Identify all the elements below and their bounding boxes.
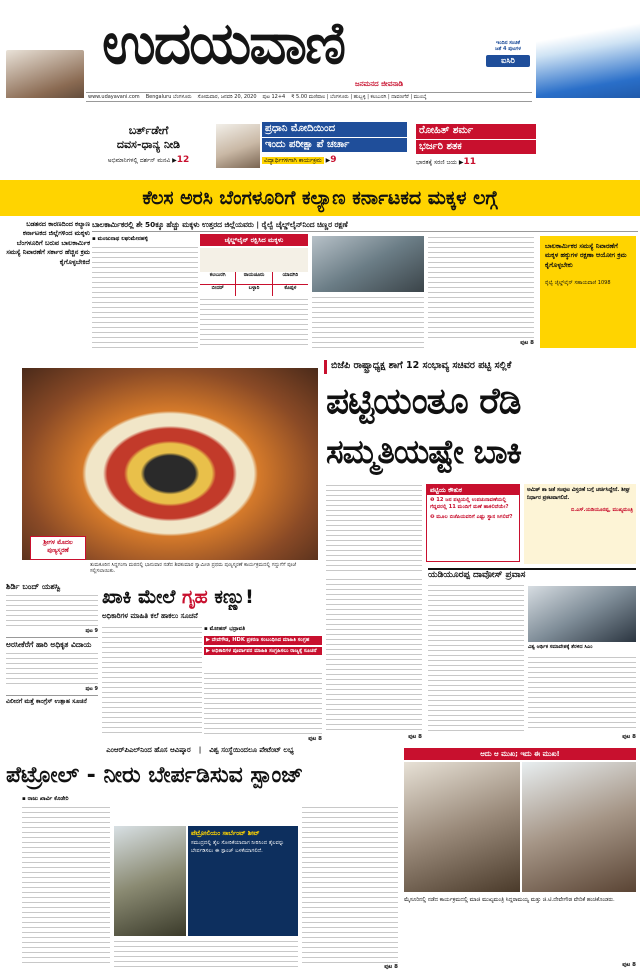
petrol-body-col2 bbox=[302, 806, 398, 966]
teaser-title-2: ದವಸ-ಧಾನ್ಯ ನೀಡಿ bbox=[116, 137, 181, 151]
page-count: ಪುಟ 12+4 bbox=[262, 93, 286, 100]
teaser-sub: ವಿದ್ಯಾರ್ಥಿಗಳಿಗಾಗಿ ಕಾರ್ಯಕ್ರಮ ▶9 bbox=[264, 155, 337, 165]
brief-title[interactable]: ಶಿರ್ಡಿ ಬಂದ್ ಯಶಸ್ವಿ bbox=[6, 582, 61, 591]
infobox-cell: ಬೀದರ್ bbox=[200, 285, 235, 297]
lead-body-col1 bbox=[92, 246, 198, 348]
lead-photo bbox=[312, 236, 424, 292]
quote-text: ಅಮಿತ್ ಶಾ ಜತೆ ಸಂಪುಟ ವಿಸ್ತರಣೆ ಬಗ್ಗೆ ಚರ್ಚಿಸಿದ್ದೇನೆ. ಶೀಘ್ರ ನಿರ್ಧಾರ ಪ್ರಕಟವಾಗಲಿದೆ. bbox=[527, 487, 630, 501]
teaser-page: 11 bbox=[463, 157, 477, 167]
main-kicker: ಬಿಜೆಪಿ ರಾಷ್ಟ್ರಾಧ್ಯಕ್ಷ ಶಾಗೆ 12 ಸಂಭಾವ್ಯ ಸಚಿವರ ಪಟ್ಟಿ ಸಲ್ಲಿಕೆ bbox=[324, 360, 638, 374]
teaser-title-1: ಬರ್ತ್‌ಡೇಗೆ bbox=[128, 124, 169, 137]
gallery-jump[interactable]: ಪುಟ 8 bbox=[622, 962, 636, 968]
infobox-cell: ಕೊಪ್ಪಳ bbox=[273, 285, 308, 297]
petrol-box-text: ಸಮುದ್ರದಲ್ಲಿ ತೈಲ ಸೋರಿಕೆಯಾದಾಗ ನೀರಿನಿಂದ ತೈಲವನ್ನು ಬೇರ್ಪಡಿಸಲು ಈ ಸ್ಪಾಂಜ್ ಬಳಕೆಯಾಗಲಿದೆ. bbox=[191, 840, 285, 854]
infobox-cell: ಬಳ್ಳಾರಿ bbox=[236, 285, 271, 297]
brief-title[interactable]: ವಿಲೀನಗೆ ಮತ್ತೆ ಕಾಂಗ್ರೆಸ್ ಉತ್ಸಾಹ ಸೂಚನೆ bbox=[6, 695, 98, 706]
teaser-sub-text: ಭಾರತಕ್ಕೆ ಸರಣಿ ಜಯ bbox=[416, 159, 457, 166]
main-quote bbox=[524, 484, 636, 564]
masthead-tagline: ಜನಮನದ ಜೀವನಾಡಿ bbox=[355, 80, 404, 88]
teaser-sub: ಅಭಿಮಾನಿಗಳಲ್ಲಿ ದರ್ಶನ್ ಮನವಿ ▶12 bbox=[107, 154, 190, 165]
teaser-title-2: ಭರ್ಜರಿ ಶತಕ bbox=[416, 140, 536, 155]
davos-body-2 bbox=[528, 656, 636, 730]
petrol-kicker bbox=[0, 746, 400, 758]
petrol-headline[interactable]: ಪೆಟ್ರೋಲ್ - ನೀರು ಬೇರ್ಪಡಿಸುವ ಸ್ಪಾಂಜ್ bbox=[6, 763, 304, 788]
darshan-photo bbox=[6, 50, 84, 98]
teaser-sub: ಭಾರತಕ್ಕೆ ಸರಣಿ ಜಯ ▶11 bbox=[416, 157, 477, 167]
main-body-col1 bbox=[326, 484, 422, 574]
lead-jump[interactable]: ಪುಟ 8 bbox=[520, 340, 534, 346]
infobox-cell: ರಾಯಚೂರು bbox=[236, 272, 271, 284]
teaser-bar bbox=[86, 104, 536, 176]
isiri-badge[interactable] bbox=[486, 40, 530, 82]
lead-banner[interactable]: ಕೆಲಸ ಅರಸಿ ಬೆಂಗಳೂರಿಗೆ ಕಲ್ಯಾಣ ಕರ್ನಾಟಕದ ಮಕ್ಕಳ ಲಗ್ಗೆ bbox=[0, 180, 640, 216]
main-photo bbox=[22, 368, 318, 560]
petrol-box-title: ಪೆಟ್ರೋಲಿಯಂ ಸಾರ್ಬೆಂಟ್ ಶೀಟ್ bbox=[191, 829, 260, 837]
photo-label-2: ಪುಣ್ಯಸ್ಮರಣೆ bbox=[47, 546, 69, 554]
gallery-photo-1 bbox=[404, 762, 520, 892]
brief-jump[interactable]: ಪುಟ 9 bbox=[85, 628, 98, 634]
dateline bbox=[86, 92, 532, 102]
badge-name: ಐಸಿರಿ bbox=[486, 55, 530, 67]
petrol-kicker-2: ವಿಶ್ವ ಸಂಸ್ಥೆಯಿಂದಲೂ ಪೇಟೆಂಟ್ ಲಭ್ಯ bbox=[209, 746, 294, 754]
main-box-item-text: 12 ಜನ ಪಟ್ಟಿಯಲ್ಲಿ ಉಪಚುನಾವಣೆಯಲ್ಲಿ ಗೆದ್ದವರಲ್ಲಿ 11 ಮಂದಿಗೆ ಮಣೆ ಹಾಕಲಿದೆಯೇ? bbox=[430, 497, 509, 510]
teaser-darshan[interactable] bbox=[86, 124, 211, 176]
infobox-map bbox=[200, 248, 308, 272]
davos-photo bbox=[528, 586, 636, 642]
davos-caption: ವಿಶ್ವ ಆರ್ಥಿಕ ಸಮಾವೇಶಕ್ಕೆ ತೆರಳಿದ ಸಿಎಂ bbox=[528, 644, 593, 650]
brief-jump[interactable]: ಪುಟ 9 bbox=[85, 685, 98, 692]
teaser-page: 9 bbox=[330, 155, 337, 165]
khaki-headline-start: ಖಾಕಿ ಮೇಲೆ bbox=[102, 586, 176, 608]
khaki-body-col1 bbox=[102, 626, 202, 736]
lead-byline: ▪ ಮಂಜುನಾಥ ಲಘುಮೇನಹಳ್ಳಿ bbox=[92, 236, 148, 242]
main-box-title: ಪಟ್ಟಿಯ ಕೌತುಕ bbox=[427, 485, 519, 495]
main-box-item: ❶ 12 ಜನ ಪಟ್ಟಿಯಲ್ಲಿ ಉಪಚುನಾವಣೆಯಲ್ಲಿ ಗೆದ್ದವರಲ್ಲಿ 11 ಮಂದಿಗೆ ಮಣೆ ಹಾಕಲಿದೆಯೇ? bbox=[430, 497, 509, 510]
teaser-rohit[interactable] bbox=[416, 124, 536, 176]
brief-body bbox=[6, 594, 98, 628]
main-headline-1[interactable]: ಪಟ್ಟಿಯಂತೂ ರೆಡಿ bbox=[326, 381, 521, 422]
lead-byline-text: ಮಂಜುನಾಥ ಲಘುಮೇನಹಳ್ಳಿ bbox=[97, 236, 148, 242]
price-editions: ₹ 5.00 ಮಣಿಪಾಲ | ಬೆಂಗಳೂರು | ಹುಬ್ಬಳ್ಳಿ | ಕಲಬುರಗಿ | ದಾವಣಗೆರೆ | ಮುಂಬೈ bbox=[291, 93, 427, 100]
main-box bbox=[426, 484, 520, 562]
infobox-cell: ಕಲಬುರಗಿ bbox=[200, 272, 235, 284]
khaki-bullet-text: ದೇವೆಗೌಡ, HDK ಪ್ರಕರಣ ಸಂಬಂಧಿಸಿದ ಮಾಹಿತಿ ಸಂಗ್ರಹ bbox=[211, 637, 310, 643]
teaser-title-1: ಪ್ರಧಾನಿ ಮೋದಿಯಿಂದ bbox=[262, 122, 407, 137]
issue-date: ಸೋಮವಾರ, ಜನವರಿ 20, 2020 bbox=[197, 93, 257, 100]
khaki-bullets bbox=[204, 636, 322, 670]
lead-sidebar bbox=[6, 220, 90, 350]
petrol-kicker-1: ಎಂಆರ್‌ಪಿಎಲ್‌ನಿಂದ ಹೊಸ ಆವಿಷ್ಕಾರ bbox=[106, 746, 191, 754]
lead-body-col4 bbox=[428, 236, 534, 340]
main-box-item: ❷ ಮೂಲ ಬಿಜೆಪಿಯವರಿಗೆ ಎಷ್ಟು ಸ್ಥಾನ ಸಿಗಲಿವೆ? bbox=[430, 514, 513, 521]
khaki-bullet-text: ಅಧಿಕಾರಿಗಳ ಪೂರ್ವಾಪರ ಮಾಹಿತಿ ಸಂಗ್ರಹಿಸಲು ರಾಜ್ಯಕ್ಕೆ ಸೂಚನೆ bbox=[211, 647, 317, 654]
left-briefs bbox=[6, 582, 98, 744]
infobox-grid bbox=[200, 272, 308, 296]
gallery-kicker: ಆದು ಆ ಮುಖ; ಇದು ಈ ಮುಖ! bbox=[404, 748, 636, 760]
gallery-caption: ಮೈಸೂರಿನಲ್ಲಿ ನಡೆದ ಕಾರ್ಯಕ್ರಮದಲ್ಲಿ ಮಾಜಿ ಮುಖ್ಯಮಂತ್ರಿ ಸಿದ್ದರಾಮಯ್ಯ ಮತ್ತು ಜಿ.ಟಿ.ದೇವೇಗೌಡ ವೇದಿಕೆ ಹಂಚಿಕೊಂಡರು. bbox=[404, 897, 615, 903]
brief-title[interactable]: ಅರಸೀಕೆರೆಗೆ ಹಾರಿ ಅಧಿಕೃತ ವಿದಾಯ bbox=[6, 637, 98, 649]
brief-body bbox=[6, 652, 98, 686]
modi-photo bbox=[216, 124, 260, 168]
khaki-bullet: ▶ ಅಧಿಕಾರಿಗಳ ಪೂರ್ವಾಪರ ಮಾಹಿತಿ ಸಂಗ್ರಹಿಸಲು ರಾಜ್ಯಕ್ಕೆ ಸೂಚನೆ bbox=[204, 647, 322, 656]
petrol-byline: ▪ ರಾಜು ಖಾರ್ವಿ ಕೊಡೇರಿ bbox=[22, 796, 69, 802]
teaser-sub-text: ವಿದ್ಯಾರ್ಥಿಗಳಿಗಾಗಿ ಕಾರ್ಯಕ್ರಮ bbox=[264, 157, 322, 164]
lead-right-box bbox=[540, 236, 636, 348]
khaki-body-col2 bbox=[204, 672, 322, 736]
teaser-modi[interactable] bbox=[262, 122, 407, 174]
khaki-bullet: ▶ ದೇವೆಗೌಡ, HDK ಪ್ರಕರಣ ಸಂಬಂಧಿಸಿದ ಮಾಹಿತಿ ಸಂಗ್ರಹ bbox=[204, 636, 322, 645]
main-headline-2[interactable]: ಸಮ್ಮತಿಯಷ್ಟೇ ಬಾಕಿ bbox=[326, 432, 521, 471]
main-jump[interactable]: ಪುಟ 8 bbox=[408, 734, 422, 740]
petrol-body-col1 bbox=[22, 806, 110, 966]
petrol-byline-text: ರಾಜು ಖಾರ್ವಿ ಕೊಡೇರಿ bbox=[27, 796, 69, 802]
khaki-headline-red: ಗೃಹ bbox=[182, 586, 208, 608]
khaki-jump[interactable]: ಪುಟ 8 bbox=[308, 736, 322, 742]
right-box-text: ಬಾಲಕಾರ್ಮಿಕರ ಸಮಸ್ಯೆ ನಿವಾರಣೆಗೆ ಮಕ್ಕಳ ಹಕ್ಕುಗಳ ರಕ್ಷಣಾ ಆಯೋಗ ಕ್ರಮ ಕೈಗೊಳ್ಳಬೇಕು bbox=[545, 242, 627, 269]
teaser-title-2: ಇಂದು ಪರೀಕ್ಷಾ ಪೆ ಚರ್ಚಾ bbox=[262, 138, 407, 153]
quote-by: ಬಿ.ಎಸ್.ಯಡಿಯೂರಪ್ಪ, ಮುಖ್ಯಮಂತ್ರಿ bbox=[570, 506, 633, 513]
website[interactable]: www.udayavani.com bbox=[88, 93, 140, 100]
petrol-body-bottom bbox=[114, 940, 298, 968]
badge-line2: ಜತೆ 4 ಪುಟಗಳ bbox=[495, 46, 521, 53]
infobox-title: ಚೈಲ್ಡ್‌ಲೈನ್ ರಕ್ಷಿಸಿದ ಮಕ್ಕಳು bbox=[200, 234, 308, 246]
masthead-logo[interactable]: ಉದಯವಾಣಿ bbox=[102, 9, 345, 77]
petrol-photo bbox=[114, 826, 186, 936]
davos-headline[interactable]: ಯಡಿಯೂರಪ್ಪ ದಾವೋಸ್ ಪ್ರವಾಸ bbox=[428, 568, 636, 582]
davos-body bbox=[428, 584, 524, 734]
khaki-byline-text: ಮೋಹನ್ ಭದ್ರಾವತಿ bbox=[209, 626, 246, 632]
khaki-deck: ಅಧಿಕಾರಿಗಳ ಮಾಹಿತಿ ಕಲೆ ಹಾಕಲು ಸೂಚನೆ bbox=[102, 612, 198, 620]
main-photo-label bbox=[30, 536, 86, 560]
lead-body-col3 bbox=[312, 296, 424, 348]
teaser-sub-text: ಅಭಿಮಾನಿಗಳಲ್ಲಿ ದರ್ಶನ್ ಮನವಿ bbox=[107, 156, 171, 164]
rohit-photo bbox=[536, 18, 640, 98]
petrol-kicker-sep: | bbox=[198, 746, 202, 754]
petrol-box bbox=[188, 826, 298, 936]
lead-infobox bbox=[200, 234, 308, 296]
petrol-jump[interactable]: ಪುಟ 8 bbox=[384, 964, 398, 970]
teaser-title-1: ರೋಹಿತ್ ಶರ್ಮ bbox=[416, 124, 536, 139]
main-photo-caption: ತುಮಕೂರಿನ ಸಿದ್ಧಗಂಗಾ ಮಠದಲ್ಲಿ ಭಾನುವಾರ ನಡೆದ ಶಿವಕುಮಾರ ಸ್ವಾಮೀಜಿ ಪ್ರಥಮ ಪುಣ್ಯಸ್ಮರಣೆ ಕಾರ್ಯಕ್ರಮದಲ್ಲಿ ಗದ್ದುಗೆಗೆ ಪೂಜೆ ಸಲ್ಲಿಸಲಾಯಿತು. bbox=[90, 562, 297, 575]
teaser-page: 12 bbox=[176, 154, 190, 165]
main-body-col2 bbox=[326, 578, 422, 734]
masthead bbox=[0, 0, 640, 98]
davos-jump[interactable]: ಪುಟ 8 bbox=[622, 734, 636, 740]
lead-sidebar-text: ಬಡತನದ ಕಾರಣದಿಂದ ಕಲ್ಯಾಣ ಕರ್ನಾಟಕದ ಜಿಲ್ಲೆಗಳಿಂದ ಮಕ್ಕಳು ಬೆಂಗಳೂರಿಗೆ ಬರುವ ಬಾಲಕಾರ್ಮಿಕ ಸಮಸ್ಯೆ ನಿವಾರಣೆಗೆ ಸರ್ಕಾರ ಹೆಚ್ಚಿನ ಕ್ರಮ ಕೈಗೊಳ್ಳಬೇಕಿದೆ bbox=[6, 220, 90, 266]
lead-deck: ಬಾಲಕಾರ್ಮಿಕರಲ್ಲಿ ಶೇ 50ಕ್ಕೂ ಹೆಚ್ಚು ಮಕ್ಕಳು ಉತ್ತರದ ಜಿಲ್ಲೆಯವರು | ರೈಲ್ವೆ ಚೈಲ್ಡ್‌ಲೈನ್‌ನಿಂದ ಚಿಣ್ಣರ ರಕ್ಷಣೆ bbox=[92, 220, 638, 232]
khaki-byline: ▪ ಮೋಹನ್ ಭದ್ರಾವತಿ bbox=[204, 626, 246, 632]
photo-label-1: ಶ್ರೀಗಳ ಮೊದಲ bbox=[43, 539, 73, 546]
gallery-photo-2 bbox=[522, 762, 636, 892]
edition: Bengaluru ಬೆಂಗಳೂರು bbox=[145, 93, 192, 100]
khaki-headline-end: ಕಣ್ಣು! bbox=[214, 586, 254, 608]
khaki-headline[interactable] bbox=[102, 584, 322, 610]
infobox-cell: ಯಾದಗಿರಿ bbox=[273, 272, 308, 284]
main-box-item-text: ಮೂಲ ಬಿಜೆಪಿಯವರಿಗೆ ಎಷ್ಟು ಸ್ಥಾನ ಸಿಗಲಿವೆ? bbox=[436, 514, 513, 521]
badge-line1: ಇಂದಿನ ಸಂಚಿಕೆ bbox=[496, 40, 520, 46]
right-box-footer: ರೈಲ್ವೆ ಚೈಲ್ಡ್‌ಲೈನ್ ಸಹಾಯವಾಣಿ 1098 bbox=[545, 280, 611, 287]
lead-body-col2 bbox=[200, 298, 308, 348]
